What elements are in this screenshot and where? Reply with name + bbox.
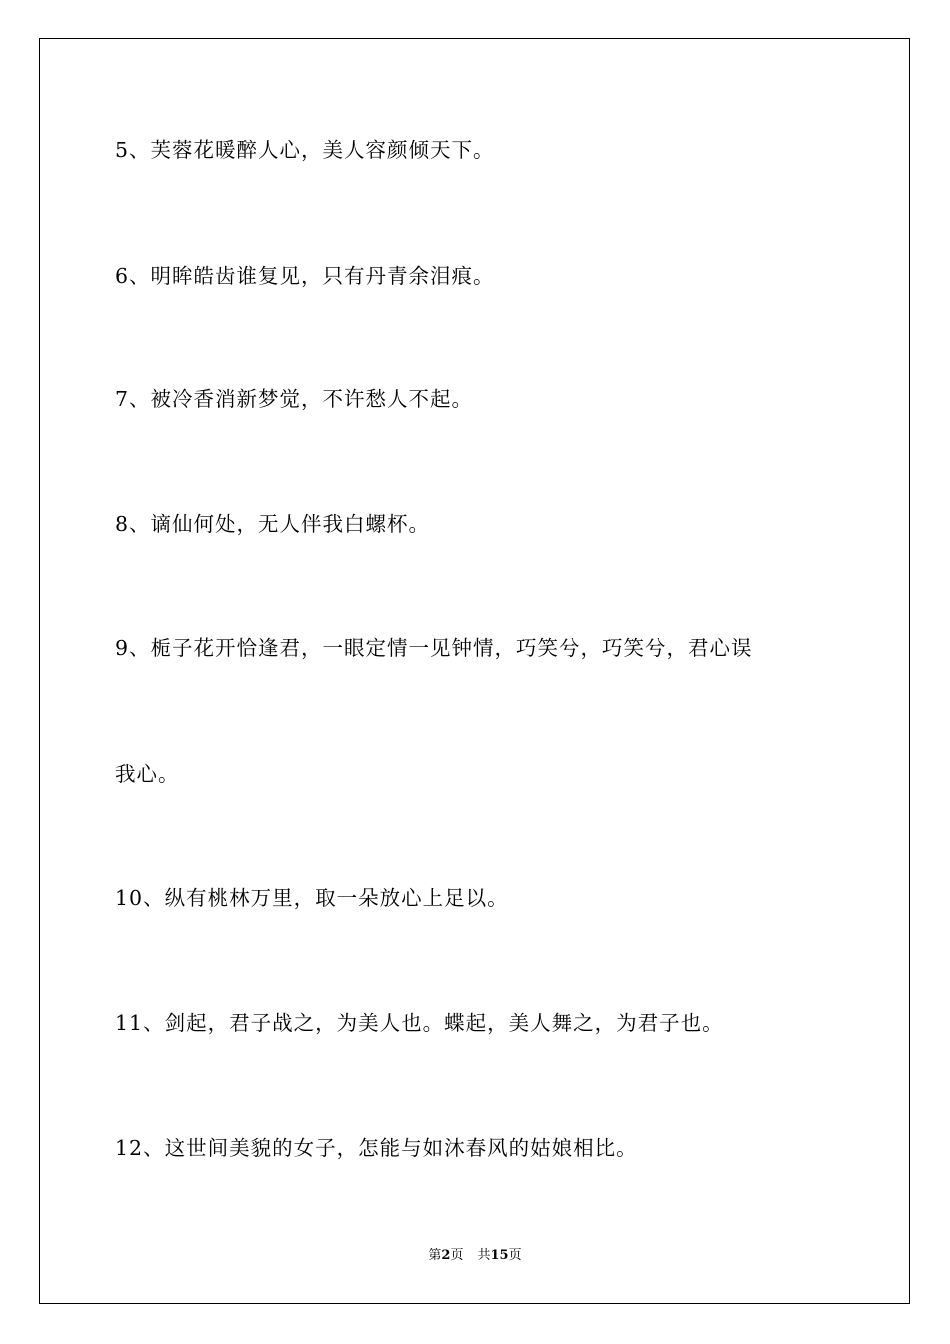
page-number: 2	[441, 1248, 451, 1263]
total-suffix: 页	[508, 1248, 522, 1263]
text-line-10: 10、纵有桃林万里，取一朵放心上足以。	[115, 886, 509, 910]
text-line-12: 12、这世间美貌的女子，怎能与如沐春风的姑娘相比。	[115, 1136, 638, 1160]
text-line-9: 9、栀子花开恰逢君，一眼定情一见钟情，巧笑兮，巧笑兮，君心误	[115, 636, 753, 660]
total-prefix: 共	[477, 1248, 491, 1263]
text-line-11: 11、剑起，君子战之，为美人也。蝶起，美人舞之，为君子也。	[115, 1011, 724, 1035]
page-suffix: 页	[450, 1248, 464, 1263]
total-pages: 15	[490, 1248, 509, 1263]
page-footer	[0, 1248, 950, 1264]
text-line-9-continued: 我心。	[115, 762, 180, 786]
text-line-6: 6、明眸皓齿谁复见，只有丹青余泪痕。	[115, 264, 495, 288]
text-line-7: 7、被冷香消新梦觉，不许愁人不起。	[115, 387, 474, 411]
text-line-8: 8、谪仙何处，无人伴我白螺杯。	[115, 512, 431, 536]
page-border	[39, 38, 910, 1304]
text-line-5: 5、芙蓉花暖醉人心，美人容颜倾天下。	[115, 138, 495, 162]
page-prefix: 第	[428, 1248, 442, 1263]
